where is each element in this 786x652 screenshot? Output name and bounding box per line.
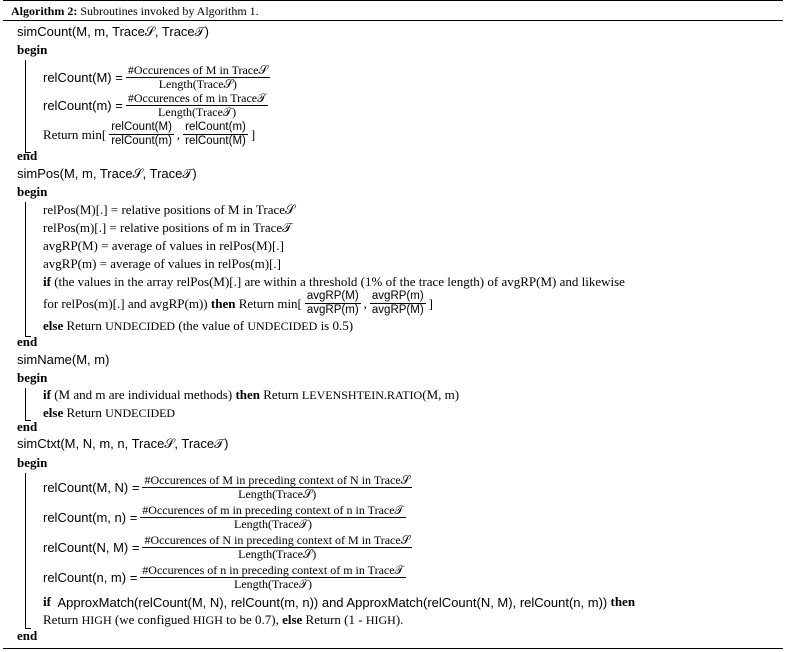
simctxt-frac-2	[140, 504, 405, 531]
simpos-line-3: avgRP(M) = average of values in relPos(M)[.]	[43, 238, 284, 253]
caption-text: Subroutines invoked by Algorithm 1.	[80, 4, 259, 18]
simctxt-frac-3	[142, 534, 412, 561]
frac-numerator: #Occurences of m in Trace𝒯	[127, 91, 267, 105]
simcount-ret-frac-1	[109, 121, 174, 148]
undecided-const: UNDECIDED	[105, 318, 176, 333]
simcount-header: simCount(M, m, Trace𝒮, Trace𝒯)	[17, 24, 209, 39]
frac-numerator: #Occurences of m in preceding context of n in Trace𝒯	[142, 503, 404, 517]
simpos-ret-frac-2	[370, 290, 426, 317]
return-suffix: ]	[250, 126, 256, 142]
caption-label: Algorithm 2:	[11, 4, 78, 18]
simname-line-2	[43, 405, 175, 421]
kw-then: then	[235, 387, 261, 402]
return-text: Return	[66, 405, 102, 420]
frac-denominator: relCount(m)	[111, 135, 172, 147]
simcount-block-bar	[25, 60, 26, 152]
simcount-lhs-2: relCount(m) =	[43, 98, 123, 113]
simctxt-close: ).	[395, 612, 404, 627]
return-text: Return	[66, 318, 102, 333]
simctxt-frac-4	[140, 564, 405, 591]
simcount-begin: begin	[17, 42, 48, 57]
simcount-frac-2	[126, 92, 269, 119]
caption-rule	[3, 20, 783, 21]
simcount-lhs-1: relCount(M) =	[43, 70, 123, 85]
simpos-line-7	[43, 318, 353, 334]
simcount-relcount-small-line	[43, 92, 271, 119]
high-const: HIGH	[365, 612, 396, 627]
simctxt-line-1	[43, 474, 415, 501]
simctxt-lhs-3: relCount(N, M) =	[43, 540, 140, 555]
frac-numerator: avgRP(M)	[306, 290, 359, 302]
bottom-rule	[3, 648, 783, 649]
undecided-const: UNDECIDED	[105, 405, 176, 420]
kw-then: then	[210, 295, 236, 311]
return-text: Return	[43, 612, 79, 627]
frac-denominator: Length(Trace𝒮)	[238, 487, 317, 501]
kw-if: if	[43, 274, 51, 289]
simpos-block-bar	[25, 202, 26, 336]
high-const: HIGH	[81, 612, 112, 627]
frac-numerator: #Occurences of n in preceding context of m in Trace𝒯	[142, 563, 404, 577]
simctxt-note: (we configued	[114, 612, 190, 627]
simcount-frac-1	[126, 64, 270, 91]
frac-denominator: Length(Trace𝒯)	[233, 577, 313, 591]
simpos-end: end	[17, 334, 38, 349]
levenshtein-const: LEVENSHTEIN.RATIO	[301, 387, 423, 402]
return-text: Return	[263, 387, 299, 402]
simname-args: (M, m)	[422, 387, 460, 402]
simctxt-line-2	[43, 504, 409, 531]
simctxt-note-value: to be 0.7),	[226, 612, 279, 627]
simctxt-lhs-1: relCount(M, N) =	[43, 480, 140, 495]
return-prefix: Return min[	[238, 295, 302, 311]
simctxt-block-bar	[25, 473, 26, 628]
frac-denominator: avgRP(m)	[306, 304, 359, 316]
frac-numerator: avgRP(m)	[371, 290, 424, 302]
simctxt-frac-1	[142, 474, 412, 501]
simpos-begin: begin	[17, 184, 48, 199]
frac-numerator: #Occurences of M in Trace𝒮	[127, 63, 268, 77]
kw-else: else	[43, 405, 64, 420]
kw-if: if	[43, 594, 51, 609]
simpos-line-6: for relPos(m)[.] and avgRP(m)) then Return min[ $\frac{\text{avgRP(M)}}{\text{avgRP(m)}}$ , $\frac{\text{avgRP(m)}}{\text{avgRP(M)}}$ ]	[43, 290, 434, 316]
high-const: HIGH	[192, 612, 223, 627]
simname-line-1	[43, 387, 459, 403]
simpos-line-2: relPos(m)[.] = relative positions of m in Trace𝒯	[43, 220, 293, 235]
frac-denominator: avgRP(M)	[371, 304, 424, 316]
frac-denominator: Length(Trace𝒯)	[158, 105, 237, 119]
algorithm-caption	[11, 4, 259, 19]
return-suffix: ]	[428, 295, 434, 311]
simpos-note: (the value of	[178, 318, 245, 333]
simctxt-else-return: Return (1 -	[305, 612, 363, 627]
simpos-condition-cont: for relPos(m)[.] and avgRP(m))	[43, 295, 208, 311]
simctxt-end: end	[17, 628, 38, 643]
simctxt-header: simCtxt(M, N, m, n, Trace𝒮, Trace𝒯)	[17, 436, 229, 451]
simpos-note-value: is 0.5)	[320, 318, 354, 333]
kw-if: if	[43, 387, 51, 402]
frac-denominator: Length(Trace𝒮)	[238, 547, 317, 561]
simpos-line-4: avgRP(m) = average of values in relPos(m)[.]	[43, 256, 282, 271]
simcount-end: end	[17, 148, 38, 163]
simpos-condition: (the values in the array relPos(M)[.] are within a threshold (1% of the trace length) of avgRP(M) and likewise	[54, 274, 625, 289]
simcount-return-line: Return min[ $\frac{\text{relCount(M)}}{\text{relCount(m)}}$ , $\frac{\text{relCount(m)}}{\text{relCount(M)}}$ ]	[43, 121, 256, 147]
simctxt-if-line	[43, 594, 635, 610]
simctxt-lhs-4: relCount(n, m) =	[43, 570, 138, 585]
simcount-relcount-big-line	[43, 64, 273, 91]
simname-begin: begin	[17, 370, 48, 385]
simname-end: end	[17, 419, 38, 434]
simctxt-return-line	[43, 612, 403, 628]
simctxt-condition: ApproxMatch(relCount(M, N), relCount(m, n)) and ApproxMatch(relCount(N, M), relCount(n, m))	[57, 594, 608, 610]
simctxt-begin: begin	[17, 455, 48, 470]
simname-condition: (M and m are individual methods)	[54, 387, 233, 402]
frac-denominator: Length(Trace𝒮)	[158, 77, 237, 91]
simctxt-line-3	[43, 534, 415, 561]
kw-else: else	[43, 318, 64, 333]
algorithm-box	[3, 0, 783, 649]
simpos-ret-frac-1	[305, 290, 361, 317]
simpos-header: simPos(M, m, Trace𝒮, Trace𝒯)	[17, 166, 197, 181]
top-rule	[3, 0, 783, 1]
simname-block-bar	[25, 388, 26, 420]
simname-header: simName(M, m)	[17, 352, 110, 367]
simctxt-line-4	[43, 564, 409, 591]
frac-numerator: relCount(M)	[111, 121, 172, 133]
simctxt-lhs-2: relCount(m, n) =	[43, 510, 138, 525]
frac-denominator: relCount(M)	[185, 135, 246, 147]
simpos-line-5	[43, 274, 625, 290]
undecided-const: UNDECIDED	[247, 318, 318, 333]
frac-numerator: #Occurences of N in preceding context of M in Trace𝒮	[144, 533, 410, 547]
simpos-line-1: relPos(M)[.] = relative positions of M in Trace𝒮	[43, 202, 296, 217]
return-prefix: Return min[	[43, 126, 107, 142]
kw-then: then	[610, 594, 636, 609]
frac-numerator: relCount(m)	[185, 121, 246, 133]
frac-denominator: Length(Trace𝒯)	[233, 517, 313, 531]
simcount-ret-frac-2	[183, 121, 248, 148]
frac-numerator: #Occurences of M in preceding context of N in Trace𝒮	[144, 473, 410, 487]
kw-else: else	[282, 612, 303, 627]
